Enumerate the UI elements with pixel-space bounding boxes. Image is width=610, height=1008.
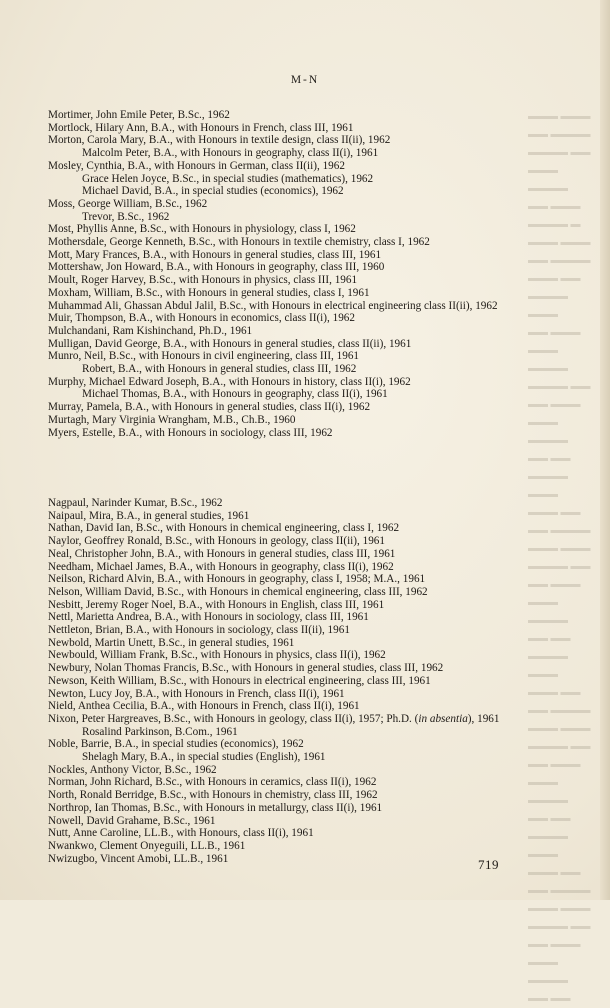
list-entry: Northrop, Ian Thomas, B.Sc., with Honours in metallurgy, class II(i), 1961 (48, 801, 383, 814)
list-entry: Nowell, David Grahame, B.Sc., 1961 (48, 814, 216, 827)
list-entry: Moult, Roger Harvey, B.Sc., with Honours in physics, class III, 1961 (48, 274, 358, 287)
list-entry: Murray, Pamela, B.A., with Honours in general studies, class II(i), 1962 (48, 401, 371, 414)
list-entry: Naylor, Geoffrey Ronald, B.Sc., with Honours in geology, class II(ii), 1961 (48, 535, 385, 548)
sub-entry: Rosalind Parkinson, B.Com., 1961 (82, 725, 238, 738)
sub-entry: Grace Helen Joyce, B.Sc., in special studies (mathematics), 1962 (82, 172, 374, 185)
list-entry: Morton, Carola Mary, B.A., with Honours in textile design, class II(ii), 1962 (48, 134, 391, 147)
list-entry: Nettleton, Brian, B.A., with Honours in sociology, class II(ii), 1961 (48, 624, 350, 637)
list-entry: Muir, Thompson, B.A., with Honours in economics, class II(i), 1962 (48, 312, 355, 325)
list-entry: Nixon, Peter Hargreaves, B.Sc., with Honours in geology, class II(i), 1957; Ph.D. (in absentia), 1961 (48, 712, 500, 725)
list-entry: Mosley, Cynthia, B.A., with Honours in German, class II(ii), 1962 (48, 159, 345, 172)
list-entry: Nathan, David Ian, B.Sc., with Honours in chemical engineering, class I, 1962 (48, 522, 400, 535)
sub-entry: Michael David, B.A., in special studies (economics), 1962 (82, 185, 344, 198)
list-entry: Nwankwo, Clement Onyeguili, LL.B., 1961 (48, 839, 246, 852)
list-entry: Norman, John Richard, B.Sc., with Honours in ceramics, class II(i), 1962 (48, 776, 377, 789)
list-entry: Neilson, Richard Alvin, B.A., with Honours in geography, class I, 1958; M.A., 1961 (48, 573, 426, 586)
section-n-entries (48, 497, 518, 865)
list-entry: Needham, Michael James, B.A., with Honours in geography, class II(i), 1962 (48, 560, 394, 573)
page-number: 719 (478, 857, 499, 872)
sub-entry: Robert, B.A., with Honours in general studies, class III, 1962 (82, 363, 357, 376)
list-entry: Newbury, Nolan Thomas Francis, B.Sc., with Honours in general studies, class III, 1962 (48, 662, 444, 675)
list-entry: Nesbitt, Jeremy Roger Noel, B.A., with Honours in English, class III, 1961 (48, 598, 385, 611)
list-entry: Mulligan, David George, B.A., with Honours in general studies, class II(ii), 1961 (48, 337, 412, 350)
show-through-text: ▬▬▬ ▬▬▬ ▬▬ ▬▬▬▬ ▬▬▬▬ ▬▬ ▬▬▬ ▬▬▬▬ ▬▬ ▬▬▬ ▬▬▬▬ ▬ ▬▬▬ ▬▬▬ ▬▬ ▬▬▬▬ ▬▬▬ ▬▬ ▬▬▬▬ ▬▬▬ ▬▬ ▬▬▬ ▬▬▬ ▬▬▬▬ ▬▬▬▬ ▬▬ ▬▬ ▬▬▬ ▬▬▬ ▬▬▬▬ ▬▬ ▬▬ ▬▬▬▬ ▬▬▬ ▬▬▬ ▬▬ ▬▬ ▬▬▬▬ ▬▬▬ ▬▬▬ ▬▬▬▬ ▬▬ ▬▬ ▬▬▬ ▬▬▬ ▬▬▬▬ ▬▬ ▬▬ ▬▬▬▬ ▬▬▬ ▬▬▬ ▬▬ ▬▬ ▬▬▬▬ ▬▬▬ ▬▬▬ ▬▬▬▬ ▬▬ ▬▬ ▬▬▬ ▬▬▬ ▬▬▬▬ ▬▬ ▬▬ ▬▬▬▬ ▬▬▬ ▬▬▬ ▬▬ ▬▬ ▬▬▬▬ ▬▬▬ ▬▬▬ ▬▬▬▬ ▬▬ ▬▬ ▬▬▬ ▬▬▬ ▬▬▬▬ ▬▬ ▬▬ (528, 111, 591, 1004)
list-entry: Newbould, William Frank, B.Sc., with Honours in physics, class II(i), 1962 (48, 649, 386, 662)
list-entry: Mothersdale, George Kenneth, B.Sc., with Honours in textile chemistry, class I, 1962 (48, 236, 430, 249)
list-entry: Murtagh, Mary Virginia Wrangham, M.B., Ch.B., 1960 (48, 413, 296, 426)
list-entry: Mottershaw, Jon Howard, B.A., with Honours in geography, class III, 1960 (48, 261, 385, 274)
list-entry: Mortimer, John Emile Peter, B.Sc., 1962 (48, 109, 230, 121)
list-entry: Murphy, Michael Edward Joseph, B.A., with Honours in history, class II(i), 1962 (48, 375, 411, 388)
list-entry: Mortlock, Hilary Ann, B.A., with Honours in French, class III, 1961 (48, 121, 354, 134)
sub-entry: Shelagh Mary, B.A., in special studies (English), 1961 (82, 751, 326, 764)
list-entry: Nettl, Marietta Andrea, B.A., with Honours in sociology, class III, 1961 (48, 611, 369, 624)
list-entry: Nwizugbo, Vincent Amobi, LL.B., 1961 (48, 852, 229, 865)
list-entry: Muhammad Ali, Ghassan Abdul Jalil, B.Sc., with Honours in electrical engineering class II(ii), 1962 (48, 299, 498, 312)
list-entry: Neal, Christopher John, B.A., with Honours in general studies, class III, 1961 (48, 547, 396, 560)
sub-entry: Trevor, B.Sc., 1962 (82, 210, 170, 223)
list-entry: Noble, Barrie, B.A., in special studies (economics), 1962 (48, 738, 304, 751)
list-entry: Nagpaul, Narinder Kumar, B.Sc., 1962 (48, 497, 223, 509)
list-entry: Mott, Mary Frances, B.A., with Honours in general studies, class III, 1961 (48, 248, 382, 261)
list-entry: Mulchandani, Ram Kishinchand, Ph.D., 1961 (48, 324, 253, 337)
italic-phrase: in absentia (418, 712, 468, 725)
sub-entry: Michael Thomas, B.A., with Honours in geography, class II(i), 1961 (82, 388, 388, 401)
list-entry: Myers, Estelle, B.A., with Honours in sociology, class III, 1962 (48, 426, 333, 439)
list-entry: Newbold, Martin Unett, B.Sc., in general studies, 1961 (48, 636, 295, 649)
list-entry: Naipaul, Mira, B.A., in general studies, 1961 (48, 509, 250, 522)
list-entry: Most, Phyllis Anne, B.Sc., with Honours in physiology, class I, 1962 (48, 223, 356, 236)
page-edge (600, 0, 610, 900)
list-entry: Newton, Lucy Joy, B.A., with Honours in French, class II(i), 1961 (48, 687, 345, 700)
list-entry: Nield, Anthea Cecilia, B.A., with Honours in French, class II(i), 1961 (48, 700, 360, 713)
list-entry: Nutt, Anne Caroline, LL.B., with Honours, class II(i), 1961 (48, 827, 314, 840)
sub-entry: Malcolm Peter, B.A., with Honours in geography, class II(i), 1961 (82, 147, 379, 160)
list-entry: Nockles, Anthony Victor, B.Sc., 1962 (48, 763, 217, 776)
list-entry: North, Ronald Berridge, B.Sc., with Honours in chemistry, class III, 1962 (48, 789, 378, 802)
list-entry: Newson, Keith William, B.Sc., with Honours in electrical engineering, class III, 1961 (48, 674, 431, 687)
list-entry: Moss, George William, B.Sc., 1962 (48, 197, 208, 210)
section-m-entries (48, 109, 518, 439)
list-entry: Moxham, William, B.Sc., with Honours in general studies, class I, 1961 (48, 286, 370, 299)
list-entry: Nelson, William David, B.Sc., with Honours in chemical engineering, class III, 1962 (48, 585, 428, 598)
running-header: M-N (290, 74, 320, 86)
list-entry: Munro, Neil, B.Sc., with Honours in civil engineering, class III, 1961 (48, 350, 360, 363)
